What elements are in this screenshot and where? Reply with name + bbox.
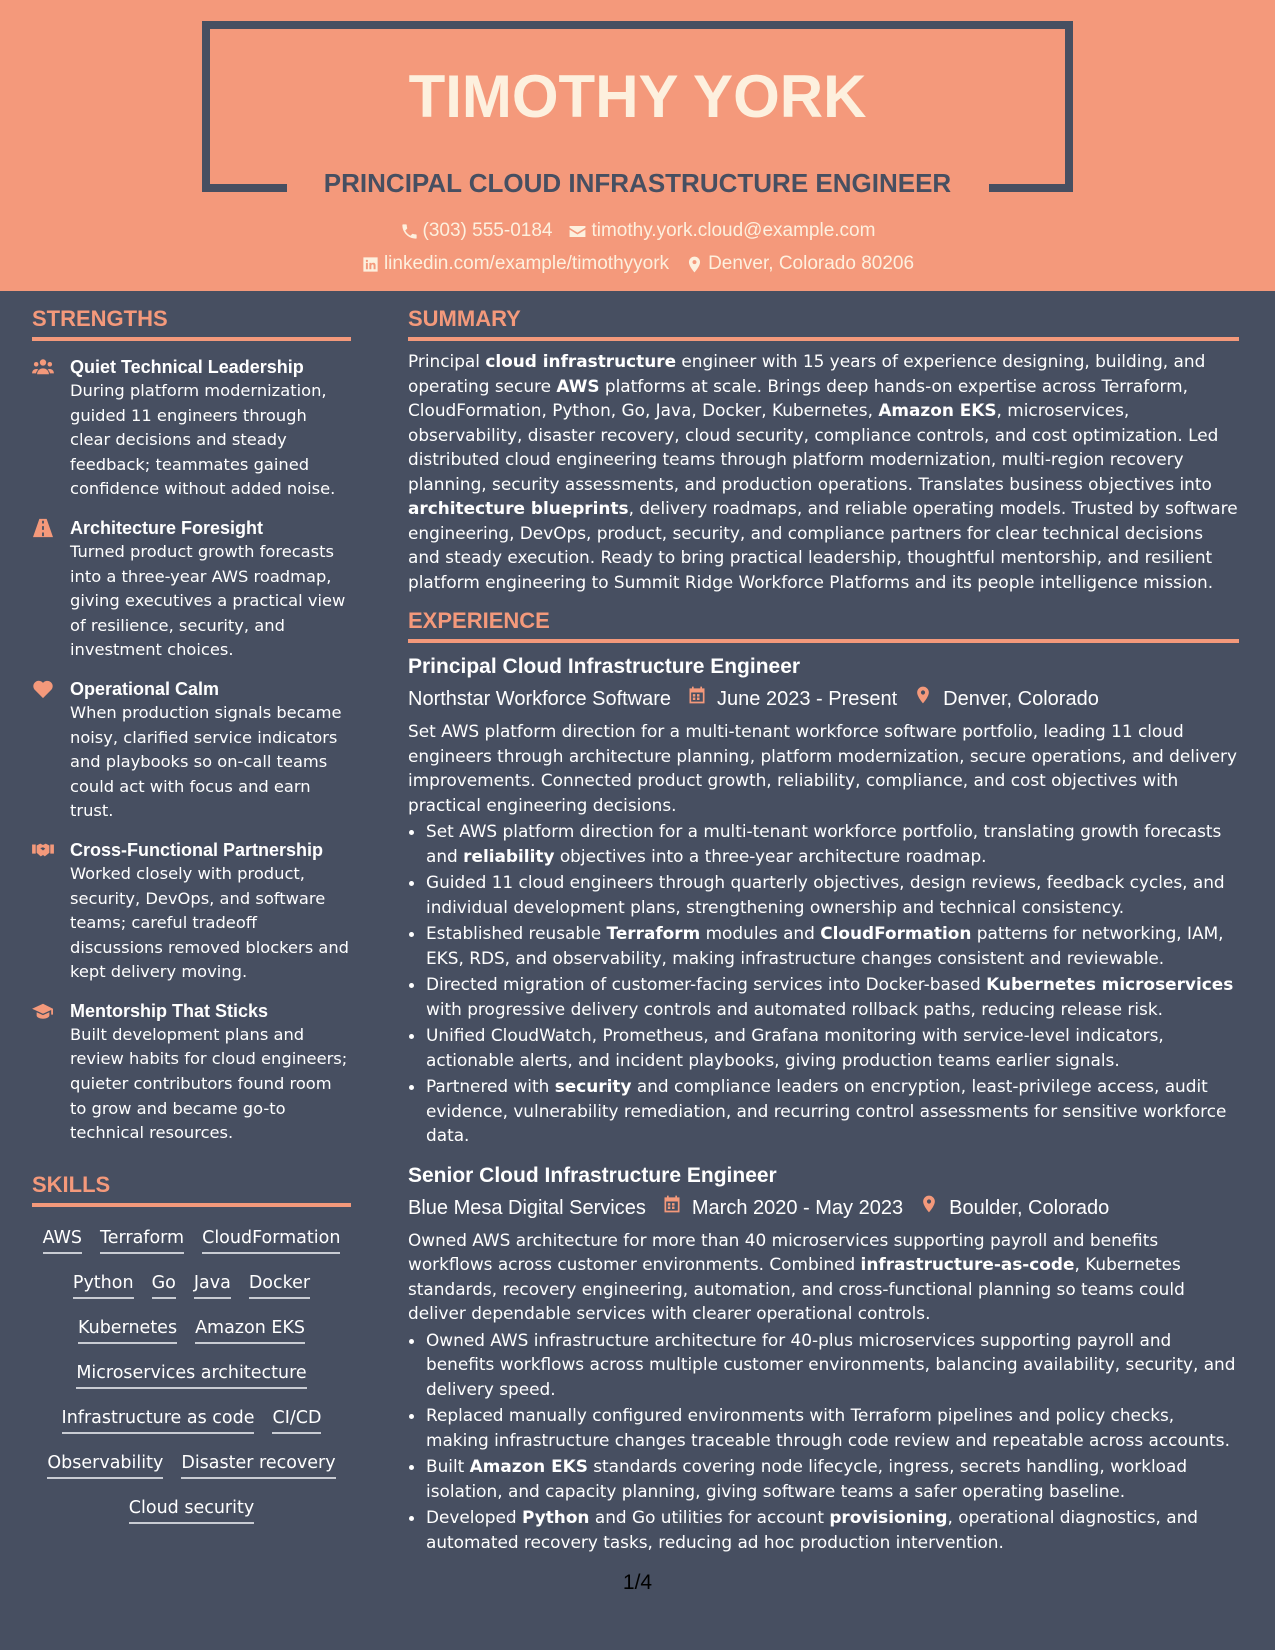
email-text: timothy.york.cloud@example.com bbox=[591, 220, 876, 241]
job-company bbox=[408, 1194, 646, 1222]
strength-item bbox=[32, 355, 351, 502]
job-entry bbox=[408, 653, 1239, 1148]
company-name: Blue Mesa Digital Services bbox=[408, 1196, 646, 1219]
skill-tag: Kubernetes bbox=[78, 1317, 177, 1344]
location-contact bbox=[685, 253, 914, 275]
candidate-name: TIMOTHY YORK bbox=[408, 63, 867, 130]
job-title: Principal Cloud Infrastructure Engineer bbox=[408, 655, 801, 678]
skill-tag: Amazon EKS bbox=[195, 1317, 305, 1344]
users-icon bbox=[32, 355, 58, 502]
skill-tag: AWS bbox=[43, 1227, 82, 1254]
company-name: Northstar Workforce Software bbox=[408, 688, 672, 710]
strengths-list bbox=[32, 355, 351, 1146]
linkedin-text: linkedin.com/example/timothyyork bbox=[383, 253, 670, 274]
strengths-title: STRENGTHS bbox=[32, 306, 351, 341]
bullet-item: • Developed Python and Go utilities for account provisioning, operational diagnostics, and automated recovery tasks, reducing ad hoc production intervention. bbox=[426, 1505, 1239, 1554]
job-location-text: Boulder, Colorado bbox=[949, 1196, 1110, 1219]
strength-title: Operational Calm bbox=[70, 678, 220, 699]
date-range: March 2020 - May 2023 bbox=[691, 1196, 904, 1219]
skill-row bbox=[32, 1217, 351, 1262]
contact-row-1 bbox=[0, 220, 1275, 242]
job-location bbox=[919, 1194, 1109, 1222]
skill-row bbox=[32, 1487, 351, 1532]
skill-row bbox=[32, 1307, 351, 1352]
strength-description: Built development plans and review habits for cloud engineers; quieter contributors found room to grow and became go-to technical resources. bbox=[70, 1024, 348, 1143]
phone-contact[interactable] bbox=[400, 220, 553, 242]
skill-tag: Python bbox=[73, 1272, 134, 1299]
job-meta bbox=[408, 1194, 1239, 1222]
summary-title: SUMMARY bbox=[408, 306, 1239, 341]
strength-item bbox=[32, 838, 351, 985]
skill-row bbox=[32, 1442, 351, 1487]
job-company bbox=[408, 685, 671, 713]
job-dates bbox=[687, 685, 897, 713]
skill-tag: Terraform bbox=[100, 1227, 184, 1254]
strength-description: When production signals became noisy, clarified service indicators and playbooks so on-call teams could act with focus and earn trust. bbox=[70, 702, 342, 821]
left-column bbox=[32, 306, 351, 1532]
skills-title: SKILLS bbox=[32, 1172, 351, 1207]
skills-list bbox=[32, 1217, 351, 1532]
job-description: Owned AWS architecture for more than 40 microservices supporting payroll and benefits workflows across customer environments. Combined infrastructure-as-code, Kubernetes standards, recovery engineering, automation, and cross-functional planning so teams could deliver dependable services with clearer operational controls. bbox=[408, 1229, 1185, 1323]
bullet-item: • Owned AWS infrastructure architecture for 40-plus microservices supporting payroll and benefits workflows across multiple customer environments, balancing availability, security, and delivery speed. bbox=[426, 1328, 1239, 1402]
skill-row bbox=[32, 1262, 351, 1307]
strength-description: Worked closely with product, security, DevOps, and software teams; careful tradeoff discussions removed blockers and kept delivery moving. bbox=[70, 863, 349, 982]
strength-title: Cross-Functional Partnership bbox=[70, 839, 324, 860]
skill-tag: Docker bbox=[249, 1272, 310, 1299]
strength-item bbox=[32, 677, 351, 824]
map-pin-icon bbox=[919, 1194, 939, 1222]
experience-title: EXPERIENCE bbox=[408, 608, 1239, 643]
bullet-item: • Built Amazon EKS standards covering node lifecycle, ingress, secrets handling, workload isolation, and capacity planning, giving software teams a safer operating baseline. bbox=[426, 1454, 1239, 1503]
job-description: Set AWS platform direction for a multi-tenant workforce software portfolio, leading 11 cloud engineers through architecture planning, platform modernization, secure operations, and delivery improvements. Connected product growth, reliability, compliance, and cost objectives with practical engineering decisions. bbox=[408, 721, 1237, 815]
bullet-item: • Established reusable Terraform modules and CloudFormation patterns for networking, IAM, EKS, RDS, and observability, making infrastructure changes consistent and reviewable. bbox=[426, 921, 1239, 970]
calendar-icon bbox=[687, 685, 707, 713]
skill-tag: Microservices architecture bbox=[76, 1362, 306, 1389]
map-pin-icon bbox=[913, 685, 933, 713]
job-location bbox=[913, 685, 1099, 713]
phone-icon bbox=[400, 222, 419, 241]
heart-icon bbox=[32, 677, 58, 824]
job-bullets bbox=[408, 819, 1239, 1148]
bullet-item: • Set AWS platform direction for a multi-tenant workforce portfolio, translating growth forecasts and reliability objectives into a three-year architecture roadmap. bbox=[426, 819, 1239, 868]
job-bullets bbox=[408, 1328, 1239, 1555]
map-pin-icon bbox=[685, 255, 704, 274]
skill-row bbox=[32, 1397, 351, 1442]
date-range: June 2023 - Present bbox=[717, 688, 898, 710]
bullet-item: • Guided 11 cloud engineers through quarterly objectives, design reviews, feedback cycles, and individual development plans, strengthening ownership and technical consistency. bbox=[426, 870, 1239, 919]
envelope-icon bbox=[568, 222, 587, 241]
calendar-icon bbox=[662, 1194, 682, 1222]
location-text: Denver, Colorado 80206 bbox=[708, 253, 915, 274]
page-number: 1/4 bbox=[622, 1571, 653, 1594]
linkedin-contact[interactable] bbox=[361, 253, 669, 275]
linkedin-icon bbox=[361, 255, 380, 274]
strength-title: Quiet Technical Leadership bbox=[70, 357, 304, 377]
skill-tag: Infrastructure as code bbox=[62, 1407, 255, 1434]
bullet-item: • Unified CloudWatch, Prometheus, and Grafana monitoring with service-level indicators, actionable alerts, and incident playbooks, giving production teams earlier signals. bbox=[426, 1023, 1239, 1072]
bullet-item: • Partnered with security and compliance leaders on encryption, least-privilege access, audit evidence, vulnerability remediation, and recurring control assessments for sensitive workforce data. bbox=[426, 1074, 1239, 1148]
skill-tag: Disaster recovery bbox=[181, 1452, 335, 1479]
summary-text: Principal cloud infrastructure engineer with 15 years of experience designing, building, and operating secure AWS platforms at scale. Brings deep hands-on expertise across Terraform, CloudFormation, Python, Go, Java, Docker, Kubernetes, Amazon EKS, microservices, observability, disaster recovery, cloud security, compliance controls, and cost optimization. Led distributed cloud engineering teams through platform modernization, multi-region recovery planning, security assessments, and production operations. Translates business objectives into architecture blueprints, delivery roadmaps, and reliable operating models. Trusted by software engineering, DevOps, product, security, and compliance partners for clear technical decisions and steady execution. Ready to bring practical leadership, thoughtful mentorship, and resilient platform engineering to Summit Ridge Workforce Platforms and its people intelligence mission. bbox=[408, 351, 1238, 592]
candidate-role: PRINCIPAL CLOUD INFRASTRUCTURE ENGINEER bbox=[323, 168, 952, 198]
handshake-icon bbox=[32, 838, 58, 985]
bullet-item: • Replaced manually configured environments with Terraform pipelines and policy checks, making infrastructure changes traceable through code review and repeatable across accounts. bbox=[426, 1403, 1239, 1452]
job-location-text: Denver, Colorado bbox=[943, 688, 1099, 710]
bullet-item: • Directed migration of customer-facing services into Docker-based Kubernetes microservices with progressive delivery controls and automated rollback paths, reducing release risk. bbox=[426, 972, 1239, 1021]
strength-description: Turned product growth forecasts into a three-year AWS roadmap, giving executives a practical view of resilience, security, and investment choices. bbox=[70, 541, 346, 660]
skill-row bbox=[32, 1352, 351, 1397]
graduation-cap-icon bbox=[32, 999, 58, 1146]
strength-description: During platform modernization, guided 11 engineers through clear decisions and steady feedback; teammates gained confidence without added noise. bbox=[70, 381, 336, 499]
right-column bbox=[408, 306, 1239, 1556]
job-meta bbox=[408, 685, 1239, 713]
experience-list bbox=[408, 653, 1239, 1554]
skill-tag: Observability bbox=[47, 1452, 163, 1479]
strength-item bbox=[32, 516, 351, 663]
job-entry bbox=[408, 1162, 1239, 1555]
strength-title: Mentorship That Sticks bbox=[70, 1000, 269, 1021]
phone-text: (303) 555-0184 bbox=[422, 220, 553, 241]
contact-row-2 bbox=[0, 253, 1275, 275]
header-band bbox=[0, 0, 1275, 291]
skill-tag: Cloud security bbox=[129, 1497, 254, 1524]
skill-tag: Java bbox=[194, 1272, 231, 1299]
job-dates bbox=[662, 1194, 903, 1222]
strength-title: Architecture Foresight bbox=[70, 517, 264, 538]
skill-tag: CloudFormation bbox=[202, 1227, 340, 1254]
strength-item bbox=[32, 999, 351, 1146]
skill-tag: CI/CD bbox=[272, 1407, 321, 1434]
road-icon bbox=[32, 516, 58, 663]
email-contact[interactable] bbox=[568, 220, 875, 242]
job-title: Senior Cloud Infrastructure Engineer bbox=[408, 1163, 777, 1187]
skill-tag: Go bbox=[152, 1272, 176, 1299]
